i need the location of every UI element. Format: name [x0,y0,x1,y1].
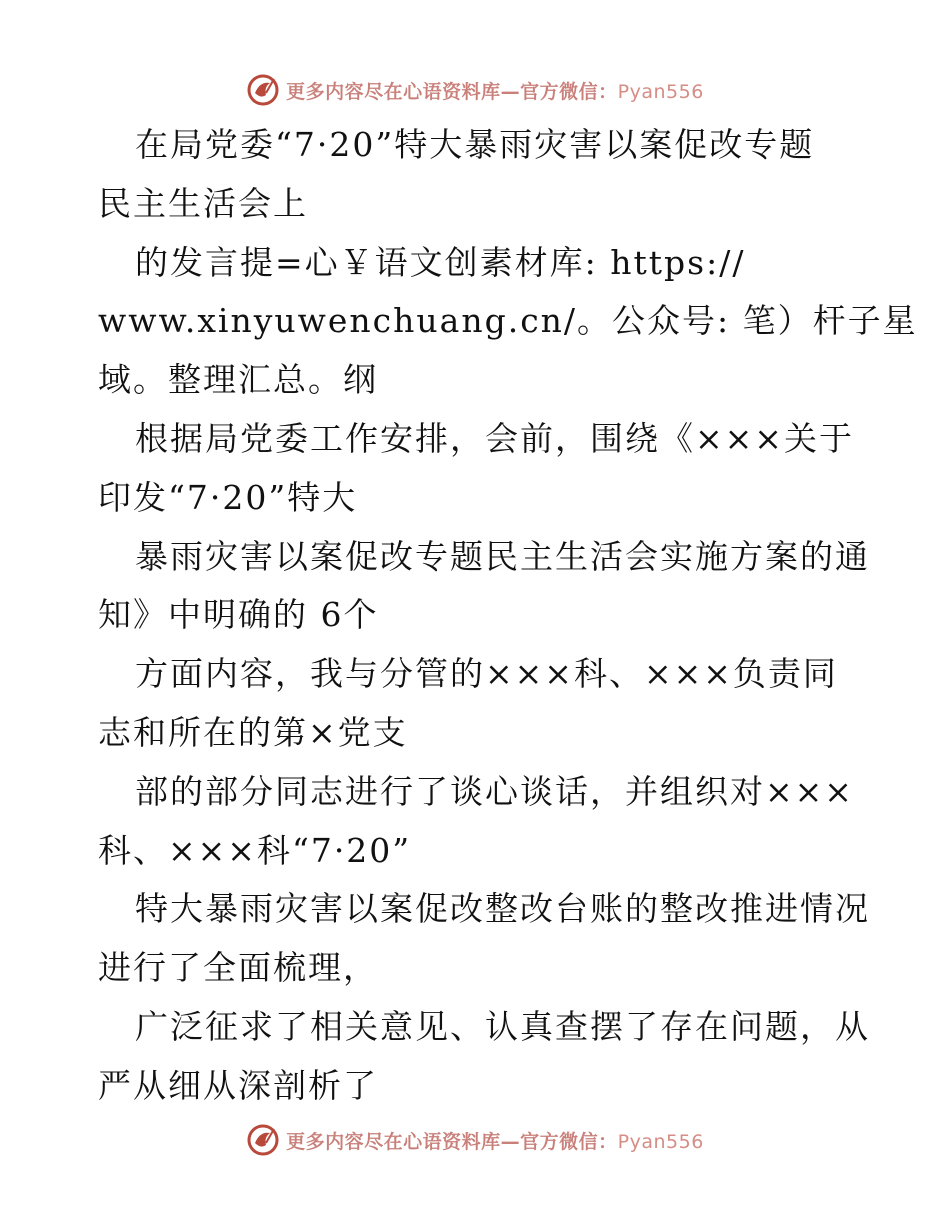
text-line: 在局党委“7·20”特大暴雨灾害以案促改专题 [135,125,815,164]
text-line: 知》中明确的 6个 [98,595,379,635]
swirl-logo [246,1123,280,1157]
text-line: 严从细从深剖析了 [98,1065,378,1105]
text-line: www.xinyuwenchuang.cn/。公众号: 笔）杆子星 [98,301,918,341]
text-line: 部的部分同志进行了谈心谈话，并组织对××× [135,771,854,811]
footer-banner-text: 更多内容尽在心语资料库—官方微信： [286,1130,618,1153]
header-banner [0,70,950,110]
footer-banner [0,1120,950,1160]
text-line: 域。整理汇总。纲 [98,360,378,400]
text-line: 志和所在的第×党支 [98,712,408,752]
text-line: 暴雨灾害以案促改专题民主生活会实施方案的通 [135,536,870,576]
text-line: 进行了全面梳理， [98,948,378,988]
header-banner-text: 更多内容尽在心语资料库—官方微信： [286,80,618,103]
body-text [98,116,918,1116]
header-banner-id: Pyan556 [617,80,704,103]
swirl-logo [246,73,280,107]
footer-banner-id: Pyan556 [617,1130,704,1153]
text-line: 根据局党委工作安排，会前，围绕《×××关于 [135,418,854,458]
text-line: 印发“7·20”特大 [98,477,358,517]
text-line: 科、×××科“7·20” [98,830,412,870]
text-line: 广泛征求了相关意见、认真查摆了存在问题，从 [135,1006,870,1046]
text-line: 的发言提=心￥语文创素材库: https:// [135,242,746,282]
text-line: 方面内容，我与分管的×××科、×××负责同 [135,654,838,694]
text-line: 特大暴雨灾害以案促改整改台账的整改推进情况 [135,889,870,929]
text-line: 民主生活会上 [98,183,308,223]
